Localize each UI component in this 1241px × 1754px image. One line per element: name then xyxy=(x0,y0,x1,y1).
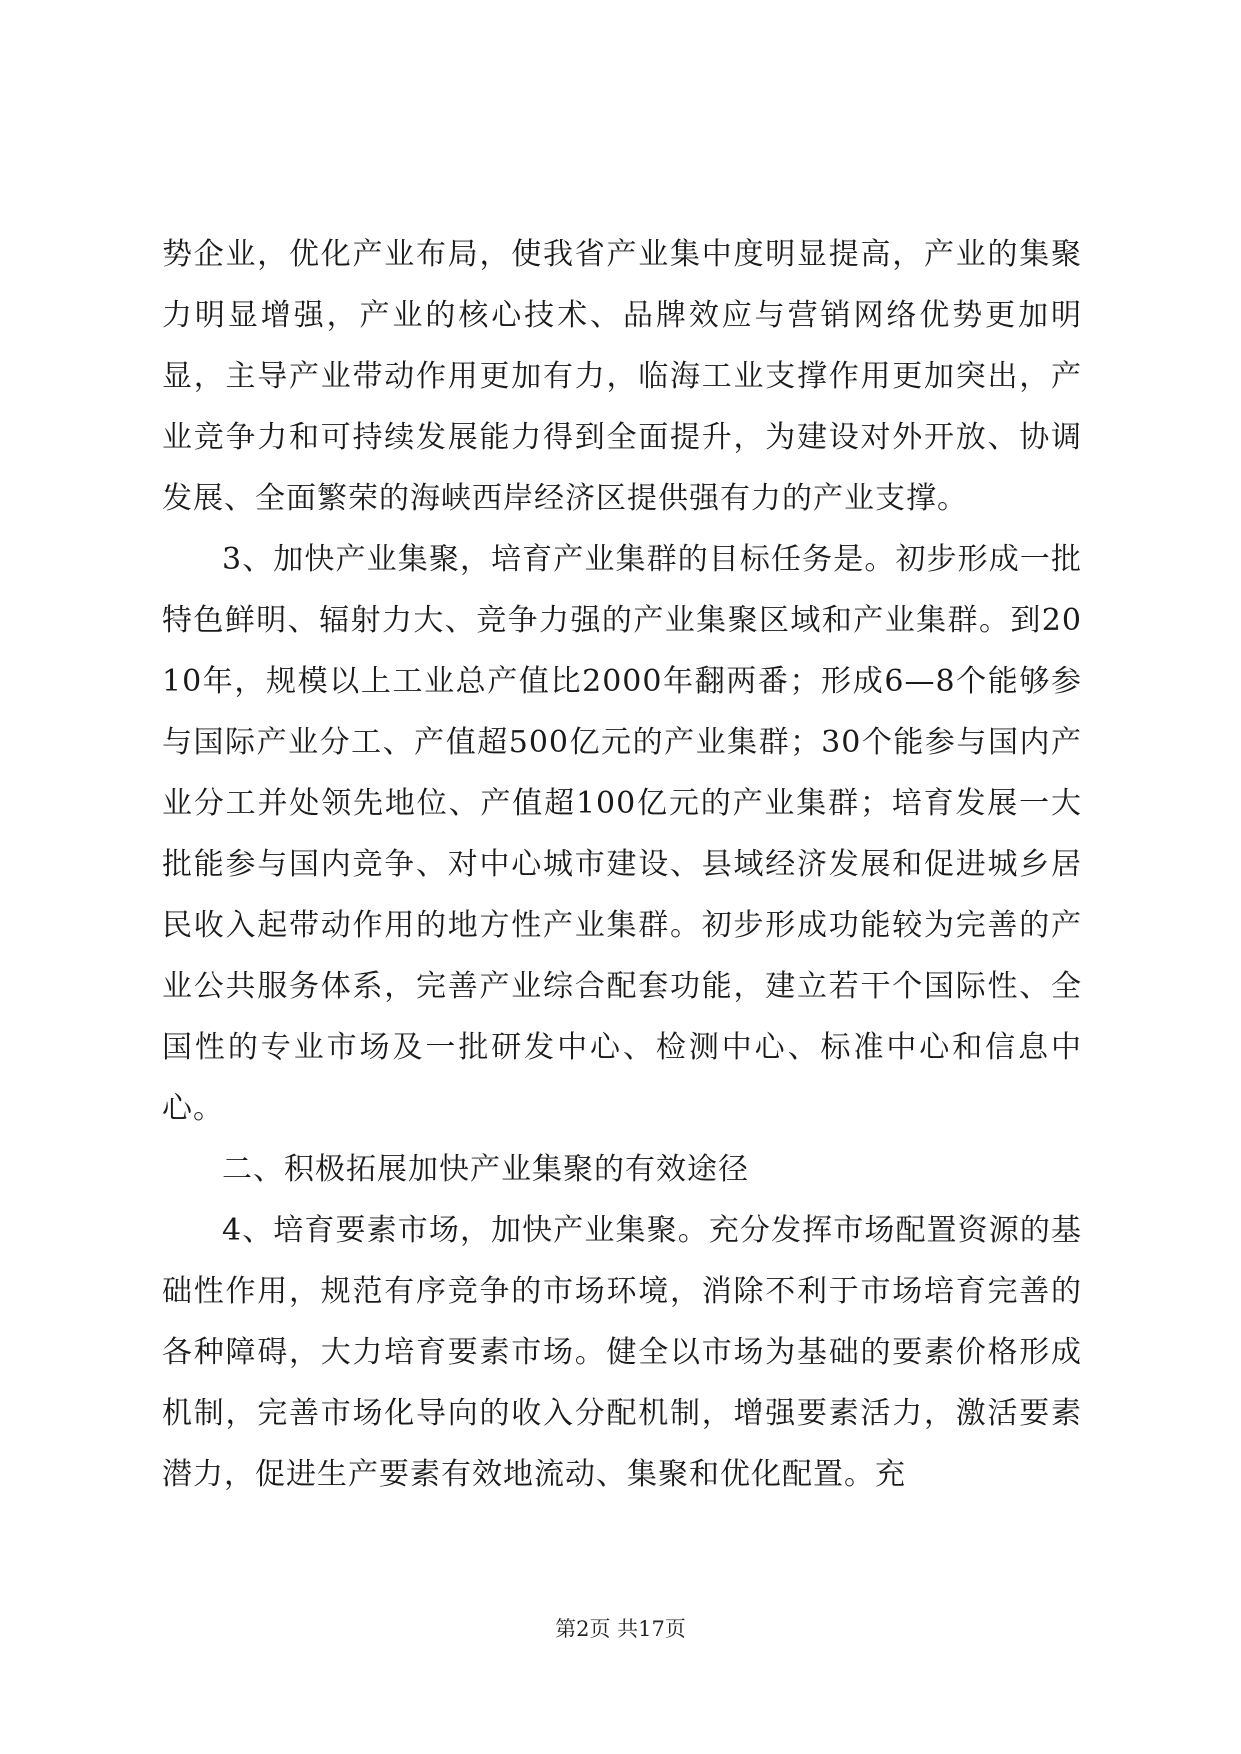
paragraph-target-tasks: 3、加快产业集聚，培育产业集群的目标任务是。初步形成一批特色鲜明、辐射力大、竞争力强的产业集聚区域和产业集群。到2010年，规模以上工业总产值比2000年翻两番；形成6—8个能够参与国际产业分工、产值超500亿元的产业集群；30个能参与国内产业分工并处领先地位、产值超100亿元的产业集群；培育发展一大批能参与国内竞争、对中心城市建设、县域经济发展和促进城乡居民收入起带动作用的地方性产业集群。初步形成功能较为完善的产业公共服务体系，完善产业综合配套功能，建立若干个国际性、全国性的专业市场及一批研发中心、检测中心、标准中心和信息中心。 xyxy=(162,542,1082,1126)
paragraph-factor-markets: 4、培育要素市场，加快产业集聚。充分发挥市场配置资源的基础性作用，规范有序竞争的市场环境，消除不利于市场培育完善的各种障碍，大力培育要素市场。健全以市场为基础的要素价格形成机制，完善市场化导向的收入分配机制，增强要素活力，激活要素潜力，促进生产要素有效地流动、集聚和优化配置。充 xyxy=(162,1213,1082,1492)
document-body xyxy=(162,224,1082,1505)
page-footer xyxy=(0,1614,1241,1644)
paragraph-continuation: 势企业，优化产业布局，使我省产业集中度明显提高，产业的集聚力明显增强，产业的核心技术、品牌效应与营销网络优势更加明显，主导产业带动作用更加有力，临海工业支撑作用更加突出，产业竞争力和可持续发展能力得到全面提升，为建设对外开放、协调发展、全面繁荣的海峡西岸经济区提供强有力的产业支撑。 xyxy=(162,237,1082,516)
page-number: 第2页 共17页 xyxy=(555,1617,686,1641)
section-heading: 二、积极拓展加快产业集聚的有效途径 xyxy=(222,1152,749,1187)
